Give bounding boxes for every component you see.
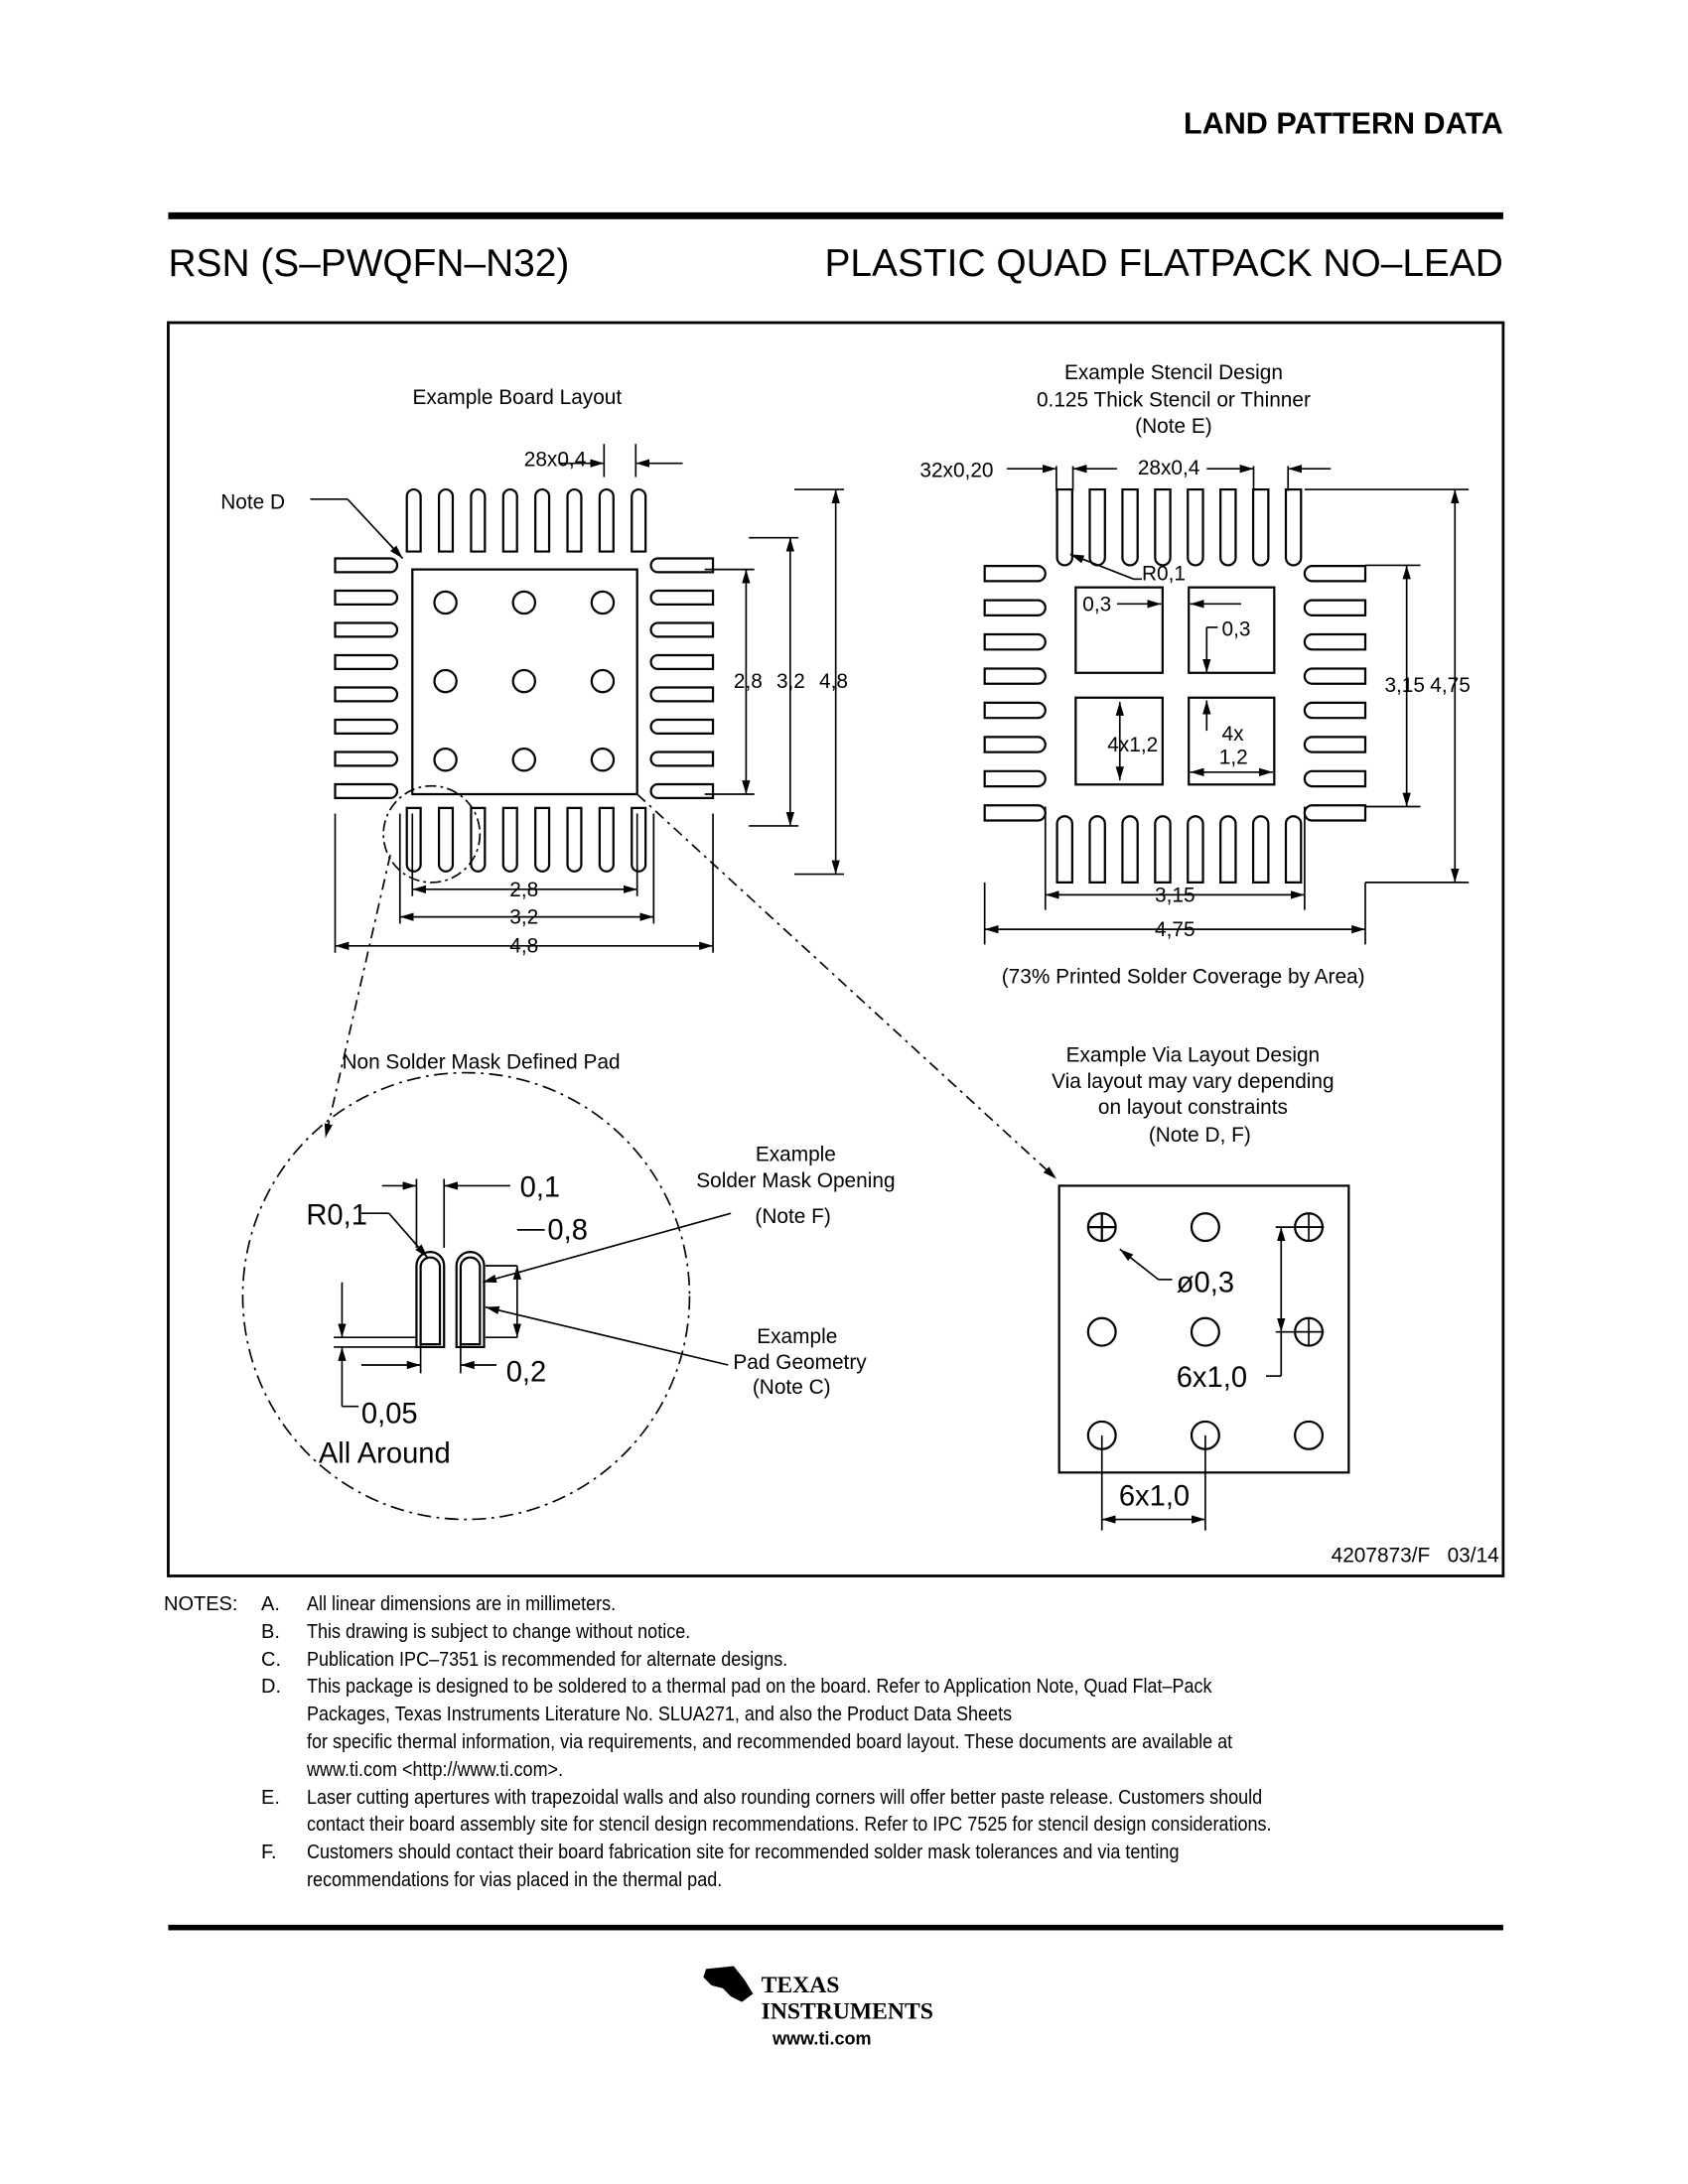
pad (632, 808, 645, 872)
dim-3-15-v: 3,15 (1384, 674, 1425, 698)
notes-label (164, 1674, 261, 1702)
dim-4-8-v: 4,8 (819, 670, 848, 694)
notes-label (164, 1619, 261, 1647)
notes-label (164, 1785, 261, 1813)
thermal-via (513, 749, 535, 770)
pad (1305, 601, 1365, 615)
note-line (164, 1674, 1554, 1702)
package-name: PLASTIC QUAD FLATPACK NO–LEAD (824, 241, 1503, 285)
thermal-via (592, 749, 614, 770)
pad (336, 752, 398, 766)
note-text: This package is designed to be soldered to a thermal pad on the board. Refer to Application Note, Quad Flat–Pack (307, 1676, 1212, 1699)
thermal-via (435, 592, 457, 614)
note-line (164, 1619, 1554, 1647)
note-letter: F. (261, 1842, 277, 1864)
pad (535, 489, 549, 552)
pad (1305, 566, 1365, 581)
coverage-note: (73% Printed Solder Coverage by Area) (1001, 965, 1365, 989)
dimension-line (1120, 1249, 1159, 1280)
dim-4-75-h: 4,75 (1155, 918, 1196, 942)
notes-label (164, 1647, 261, 1675)
dim-3-2-h: 3,2 (509, 905, 539, 929)
board-pitch: 28x0,4 (523, 448, 587, 472)
mask-label-3: (Note F) (755, 1204, 831, 1228)
note-letter: E. (261, 1786, 280, 1809)
pad (1090, 489, 1105, 565)
via-title-2: Via layout may vary depending (1052, 1069, 1335, 1093)
notes-label (164, 1812, 261, 1840)
pad (1305, 634, 1365, 649)
pad (1305, 771, 1365, 786)
stencil-square-2a: 4x (1221, 722, 1244, 746)
mask-label-1: Example (755, 1143, 836, 1166)
pad (651, 784, 714, 798)
pad (1305, 668, 1365, 683)
pad (503, 489, 517, 552)
via-title-4: (Note D, F) (1148, 1124, 1251, 1147)
thermal-via (592, 670, 614, 692)
note-letter: A. (261, 1593, 280, 1615)
drawing-id: 4207873/F 03/14 (1331, 1544, 1499, 1568)
pad (1122, 489, 1137, 565)
pad (1253, 816, 1268, 883)
pad (439, 489, 453, 551)
note-letter (261, 1729, 307, 1757)
note-d-label: Note D (220, 490, 286, 514)
note-letter (261, 1702, 307, 1729)
pad (336, 591, 398, 605)
pad (1305, 805, 1365, 820)
detail-pad (461, 1258, 480, 1345)
pad (985, 668, 1046, 683)
pad (336, 623, 398, 637)
detail-0-05: 0,05 (360, 1398, 418, 1431)
notes-label (164, 1702, 261, 1729)
pad (568, 808, 582, 872)
pad (1155, 816, 1170, 883)
pad (503, 808, 517, 872)
thermal-via (435, 670, 457, 692)
via (1192, 1213, 1219, 1241)
pad (336, 720, 398, 734)
pad (600, 808, 614, 872)
detail-0-1: 0,1 (519, 1171, 561, 1204)
pad-label-2: Pad Geometry (733, 1351, 867, 1375)
detail-circle (242, 1073, 689, 1520)
note-text: recommendations for vias placed in the thermal pad. (307, 1868, 723, 1891)
pad (651, 688, 714, 702)
pad (1305, 703, 1365, 718)
note-text: Publication IPC–7351 is recommended for alternate designs. (307, 1648, 788, 1671)
note-letter (261, 1867, 307, 1895)
dim-3-2-v: 3,2 (775, 670, 805, 694)
pad-label-1: Example (757, 1324, 838, 1348)
note-text: Laser cutting apertures with trapezoidal walls and also rounding corners will offer better paste release. Customers should (307, 1786, 1263, 1809)
pad (651, 720, 714, 734)
note-text: Customers should contact their board fabrication site for recommended solder mask tolerances and via tenting (307, 1842, 1180, 1864)
pad (1253, 489, 1268, 565)
mask-label-2: Solder Mask Opening (696, 1168, 896, 1192)
stencil-width: 32x0,20 (919, 459, 994, 482)
pad (471, 489, 485, 552)
note-line (164, 1840, 1554, 1867)
via-title-1: Example Via Layout Design (1065, 1043, 1321, 1067)
dimension-line (1070, 554, 1134, 579)
pad (600, 489, 614, 552)
thermal-via (513, 670, 535, 692)
detail-callout-circle (383, 786, 480, 883)
pad (1220, 489, 1235, 565)
note-line (164, 1867, 1554, 1895)
pad (651, 655, 714, 669)
pad (568, 489, 582, 552)
pad (1188, 816, 1202, 883)
note-line (164, 1757, 1554, 1785)
thermal-pad (412, 570, 636, 794)
note-line (164, 1702, 1554, 1729)
pad (651, 752, 714, 766)
note-text: Packages, Texas Instruments Literature No. SLUA271, and also the Product Data Sheets (307, 1704, 1013, 1726)
dim-2-8-h: 2,8 (509, 878, 539, 901)
stencil-pitch: 28x0,4 (1137, 456, 1200, 479)
thermal-via (513, 592, 535, 614)
note-letter: D. (261, 1676, 281, 1699)
pad (407, 808, 421, 872)
note-text: contact their board assembly site for stencil design recommendations. Refer to IPC 7525 for stencil design considerations. (307, 1814, 1272, 1837)
pad (1286, 816, 1301, 883)
pad (651, 623, 714, 637)
ti-logo-icon (703, 1967, 753, 2002)
ti-logo (703, 1967, 933, 2049)
pad (471, 808, 485, 872)
pad (1220, 816, 1235, 883)
pad (407, 489, 421, 552)
pad (1122, 816, 1137, 883)
dim-3-15-h: 3,15 (1155, 884, 1196, 907)
dim-4-75-v: 4,75 (1430, 674, 1471, 698)
nsmd-label: Non Solder Mask Defined Pad (342, 1050, 621, 1074)
note-text: This drawing is subject to change without notice. (307, 1620, 691, 1643)
pad (1286, 489, 1301, 565)
via-pitch-v: 6x1,0 (1176, 1362, 1248, 1395)
detail-0-8: 0,8 (547, 1214, 588, 1247)
pad (1057, 489, 1072, 565)
note-text: www.ti.com <http://www.ti.com>. (307, 1758, 564, 1781)
via (1295, 1422, 1323, 1449)
pad (985, 805, 1046, 820)
pad (439, 808, 453, 872)
stencil-square-2b: 1,2 (1218, 746, 1248, 769)
pad (336, 655, 398, 669)
footer-url: www.ti.com (772, 2028, 872, 2049)
dimension-line (483, 1213, 731, 1282)
pad (651, 591, 714, 605)
stencil-radius: R0,1 (1142, 562, 1187, 586)
stencil-title-2: 0.125 Thick Stencil or Thinner (1036, 388, 1311, 412)
top-rule (168, 212, 1502, 219)
stencil-title-1: Example Stencil Design (1063, 360, 1283, 384)
detail-all-around: All Around (318, 1437, 451, 1470)
detail-radius: R0,1 (306, 1199, 367, 1232)
pad (985, 737, 1046, 751)
thermal-via (592, 592, 614, 614)
notes-label (164, 1840, 261, 1867)
note-line (164, 1647, 1554, 1675)
note-letter: C. (261, 1648, 281, 1671)
notes-label (164, 1757, 261, 1785)
note-line (164, 1729, 1554, 1757)
dimension-line (389, 1213, 428, 1257)
pad (1057, 816, 1072, 883)
detail-pad (421, 1258, 440, 1345)
note-line (164, 1591, 1554, 1619)
logo-texas: TEXAS (761, 1972, 840, 1998)
detail-0-2: 0,2 (505, 1356, 547, 1389)
stencil-title-3: (Note E) (1135, 415, 1212, 439)
dimension-line (348, 499, 403, 559)
pad (985, 634, 1046, 649)
via (1088, 1318, 1116, 1346)
via-diameter: ø0,3 (1176, 1267, 1235, 1299)
pad-label-3: (Note C) (752, 1376, 831, 1400)
note-letter (261, 1812, 307, 1840)
pad (1188, 489, 1202, 565)
thermal-via (435, 749, 457, 770)
via-pitch-h: 6x1,0 (1118, 1480, 1191, 1513)
note-line (164, 1785, 1554, 1813)
dim-4-8-h: 4,8 (509, 934, 539, 958)
notes-section (164, 1591, 1554, 1895)
pad (336, 688, 398, 702)
note-text: for specific thermal information, via requirements, and recommended board layout. These documents are available at (307, 1730, 1233, 1753)
pad (535, 808, 549, 872)
pad (1305, 737, 1365, 751)
note-letter (261, 1757, 307, 1785)
dimension-line (637, 794, 1056, 1179)
pad (985, 566, 1046, 581)
dim-2-8-v: 2,8 (733, 670, 763, 694)
stencil-gap-1: 0,3 (1082, 593, 1112, 616)
note-line (164, 1812, 1554, 1840)
via-title-3: on layout constraints (1097, 1096, 1288, 1120)
via (1192, 1318, 1219, 1346)
logo-instruments: INSTRUMENTS (761, 1998, 933, 2025)
pad (985, 771, 1046, 786)
pad (336, 784, 398, 798)
package-code: RSN (S–PWQFN–N32) (168, 241, 570, 285)
notes-label (164, 1729, 261, 1757)
pad (985, 601, 1046, 615)
pad (336, 559, 398, 573)
section-title: LAND PATTERN DATA (1184, 106, 1503, 141)
note-text: All linear dimensions are in millimeters. (307, 1593, 617, 1615)
bottom-rule (168, 1925, 1502, 1931)
stencil-square-1: 4x1,2 (1107, 733, 1159, 756)
pad (1155, 489, 1170, 565)
notes-label: NOTES: (164, 1593, 238, 1615)
notes-label (164, 1867, 261, 1895)
pad (985, 703, 1046, 718)
stencil-gap-2: 0,3 (1221, 617, 1251, 641)
pad (651, 559, 714, 573)
pad (632, 489, 645, 552)
board-layout-title: Example Board Layout (412, 385, 623, 409)
note-letter: B. (261, 1620, 280, 1643)
pad (1090, 816, 1105, 883)
